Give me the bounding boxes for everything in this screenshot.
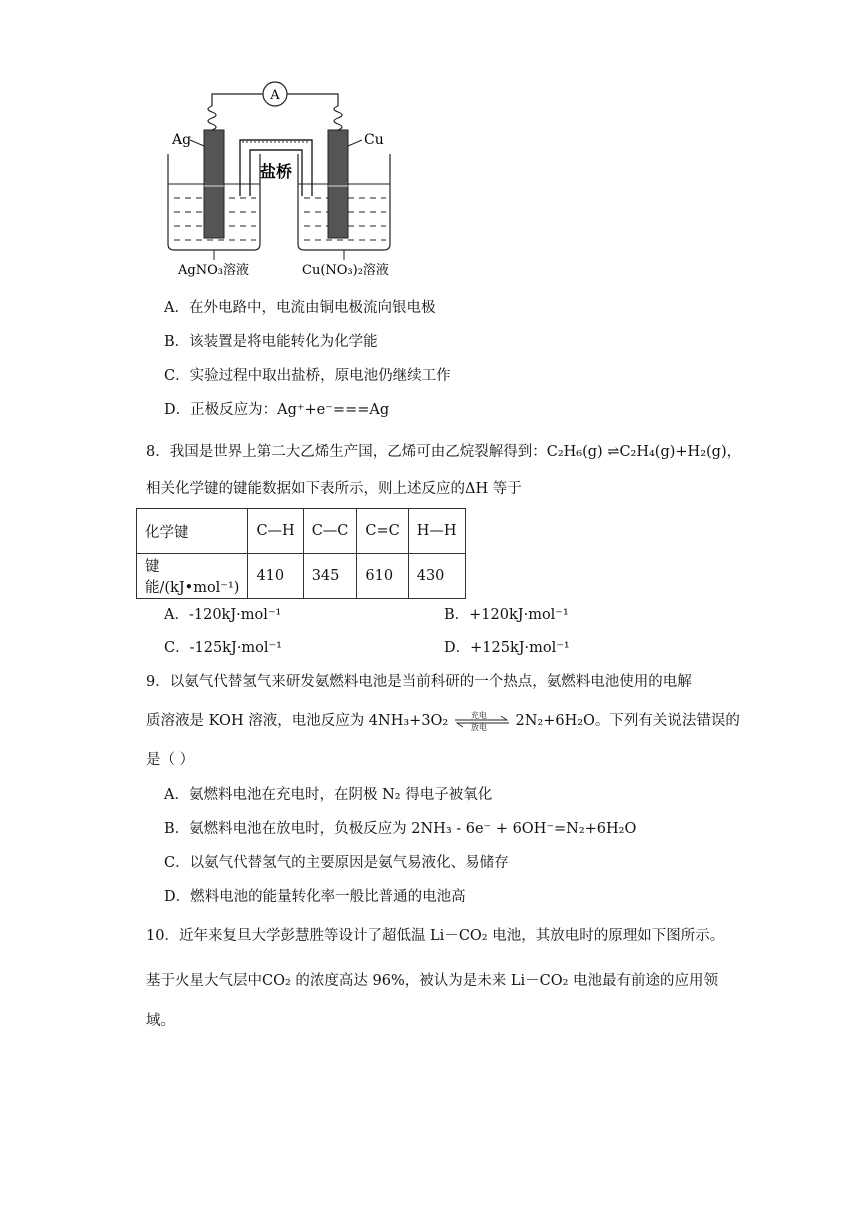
- q9-stem-line1: 9．以氨气代替氢气来研发氨燃料电池是当前科研的一个热点，氨燃料电池使用的电解: [146, 674, 692, 690]
- arrow-label-charge: 充电: [470, 711, 487, 720]
- table-row: [137, 554, 466, 599]
- q8-stem-line2: 相关化学键的键能数据如下表所示，则上述反应的ΔH 等于: [146, 481, 522, 497]
- table-cell: 键能/(kJ•mol⁻¹): [137, 554, 248, 599]
- q9-option-a: A．氨燃料电池在充电时，在阴极 N₂ 得电子被氧化: [164, 787, 493, 803]
- q8-option-b: B．+120kJ·mol⁻¹: [444, 607, 569, 623]
- q10-line1: 10．近年来复旦大学彭慧胜等设计了超低温 Li－CO₂ 电池，其放电时的原理如下图所示。: [146, 928, 725, 944]
- copper-electrode: [328, 130, 348, 238]
- q8-option-d: D．+125kJ·mol⁻¹: [444, 640, 570, 656]
- table-cell: 化学键: [137, 509, 248, 554]
- q9-option-d: D．燃料电池的能量转化率一般比普通的电池高: [164, 889, 466, 905]
- bond-energy-table: [136, 508, 466, 599]
- table-cell: C—H: [248, 509, 303, 554]
- q7-option-b: B．该装置是将电能转化为化学能: [164, 334, 378, 350]
- q8-option-c: C．-125kJ·mol⁻¹: [164, 640, 282, 656]
- table-cell: 610: [357, 554, 408, 599]
- ag-label: Ag: [172, 132, 192, 148]
- galvanic-cell-diagram: [160, 74, 410, 284]
- q9-reaction-right: 2N₂+6H₂O。下列有关说法错误的: [515, 713, 740, 729]
- table-cell: H—H: [408, 509, 465, 554]
- q8-option-a: A．-120kJ·mol⁻¹: [164, 607, 282, 623]
- q7-option-d: D．正极反应为：Ag⁺+e⁻===Ag: [164, 402, 390, 418]
- arrow-label-discharge: 放电: [470, 723, 487, 732]
- q7-option-c: C．实验过程中取出盐桥，原电池仍继续工作: [164, 368, 451, 384]
- table-cell: C—C: [303, 509, 357, 554]
- table-cell: 430: [408, 554, 465, 599]
- reversible-arrow-icon: [453, 711, 511, 731]
- q9-stem-line2: [146, 711, 740, 731]
- table-cell: C=C: [357, 509, 408, 554]
- right-solution-label: Cu(NO₃)₂溶液: [302, 263, 389, 278]
- salt-bridge-label: 盐桥: [259, 162, 293, 181]
- table-cell: 345: [303, 554, 357, 599]
- q9-stem-line3: 是（ ）: [146, 752, 195, 768]
- q9-option-c: C．以氨气代替氢气的主要原因是氨气易液化、易储存: [164, 855, 509, 871]
- q9-option-b: B．氨燃料电池在放电时，负极反应为 2NH₃ - 6e⁻ + 6OH⁻=N₂+6H₂O: [164, 821, 637, 837]
- table-cell: 410: [248, 554, 303, 599]
- ammeter-label: A: [270, 88, 280, 103]
- q9-reaction-left: 质溶液是 KOH 溶液，电池反应为 4NH₃+3O₂: [146, 713, 449, 729]
- q7-option-a: A．在外电路中，电流由铜电极流向银电极: [164, 300, 436, 316]
- q8-stem-line1: 8．我国是世界上第二大乙烯生产国，乙烯可由乙烷裂解得到：C₂H₆(g) ⇌C₂H₄(g)+H₂(g)，: [146, 444, 742, 460]
- table-header-row: [137, 509, 466, 554]
- cu-label: Cu: [364, 132, 384, 148]
- silver-electrode: [204, 130, 224, 238]
- q10-line3: 域。: [146, 1013, 175, 1029]
- q10-line2: 基于火星大气层中CO₂ 的浓度高达 96%，被认为是未来 Li－CO₂ 电池最有前途的应用领: [146, 973, 719, 989]
- left-solution-label: AgNO₃溶液: [178, 263, 249, 278]
